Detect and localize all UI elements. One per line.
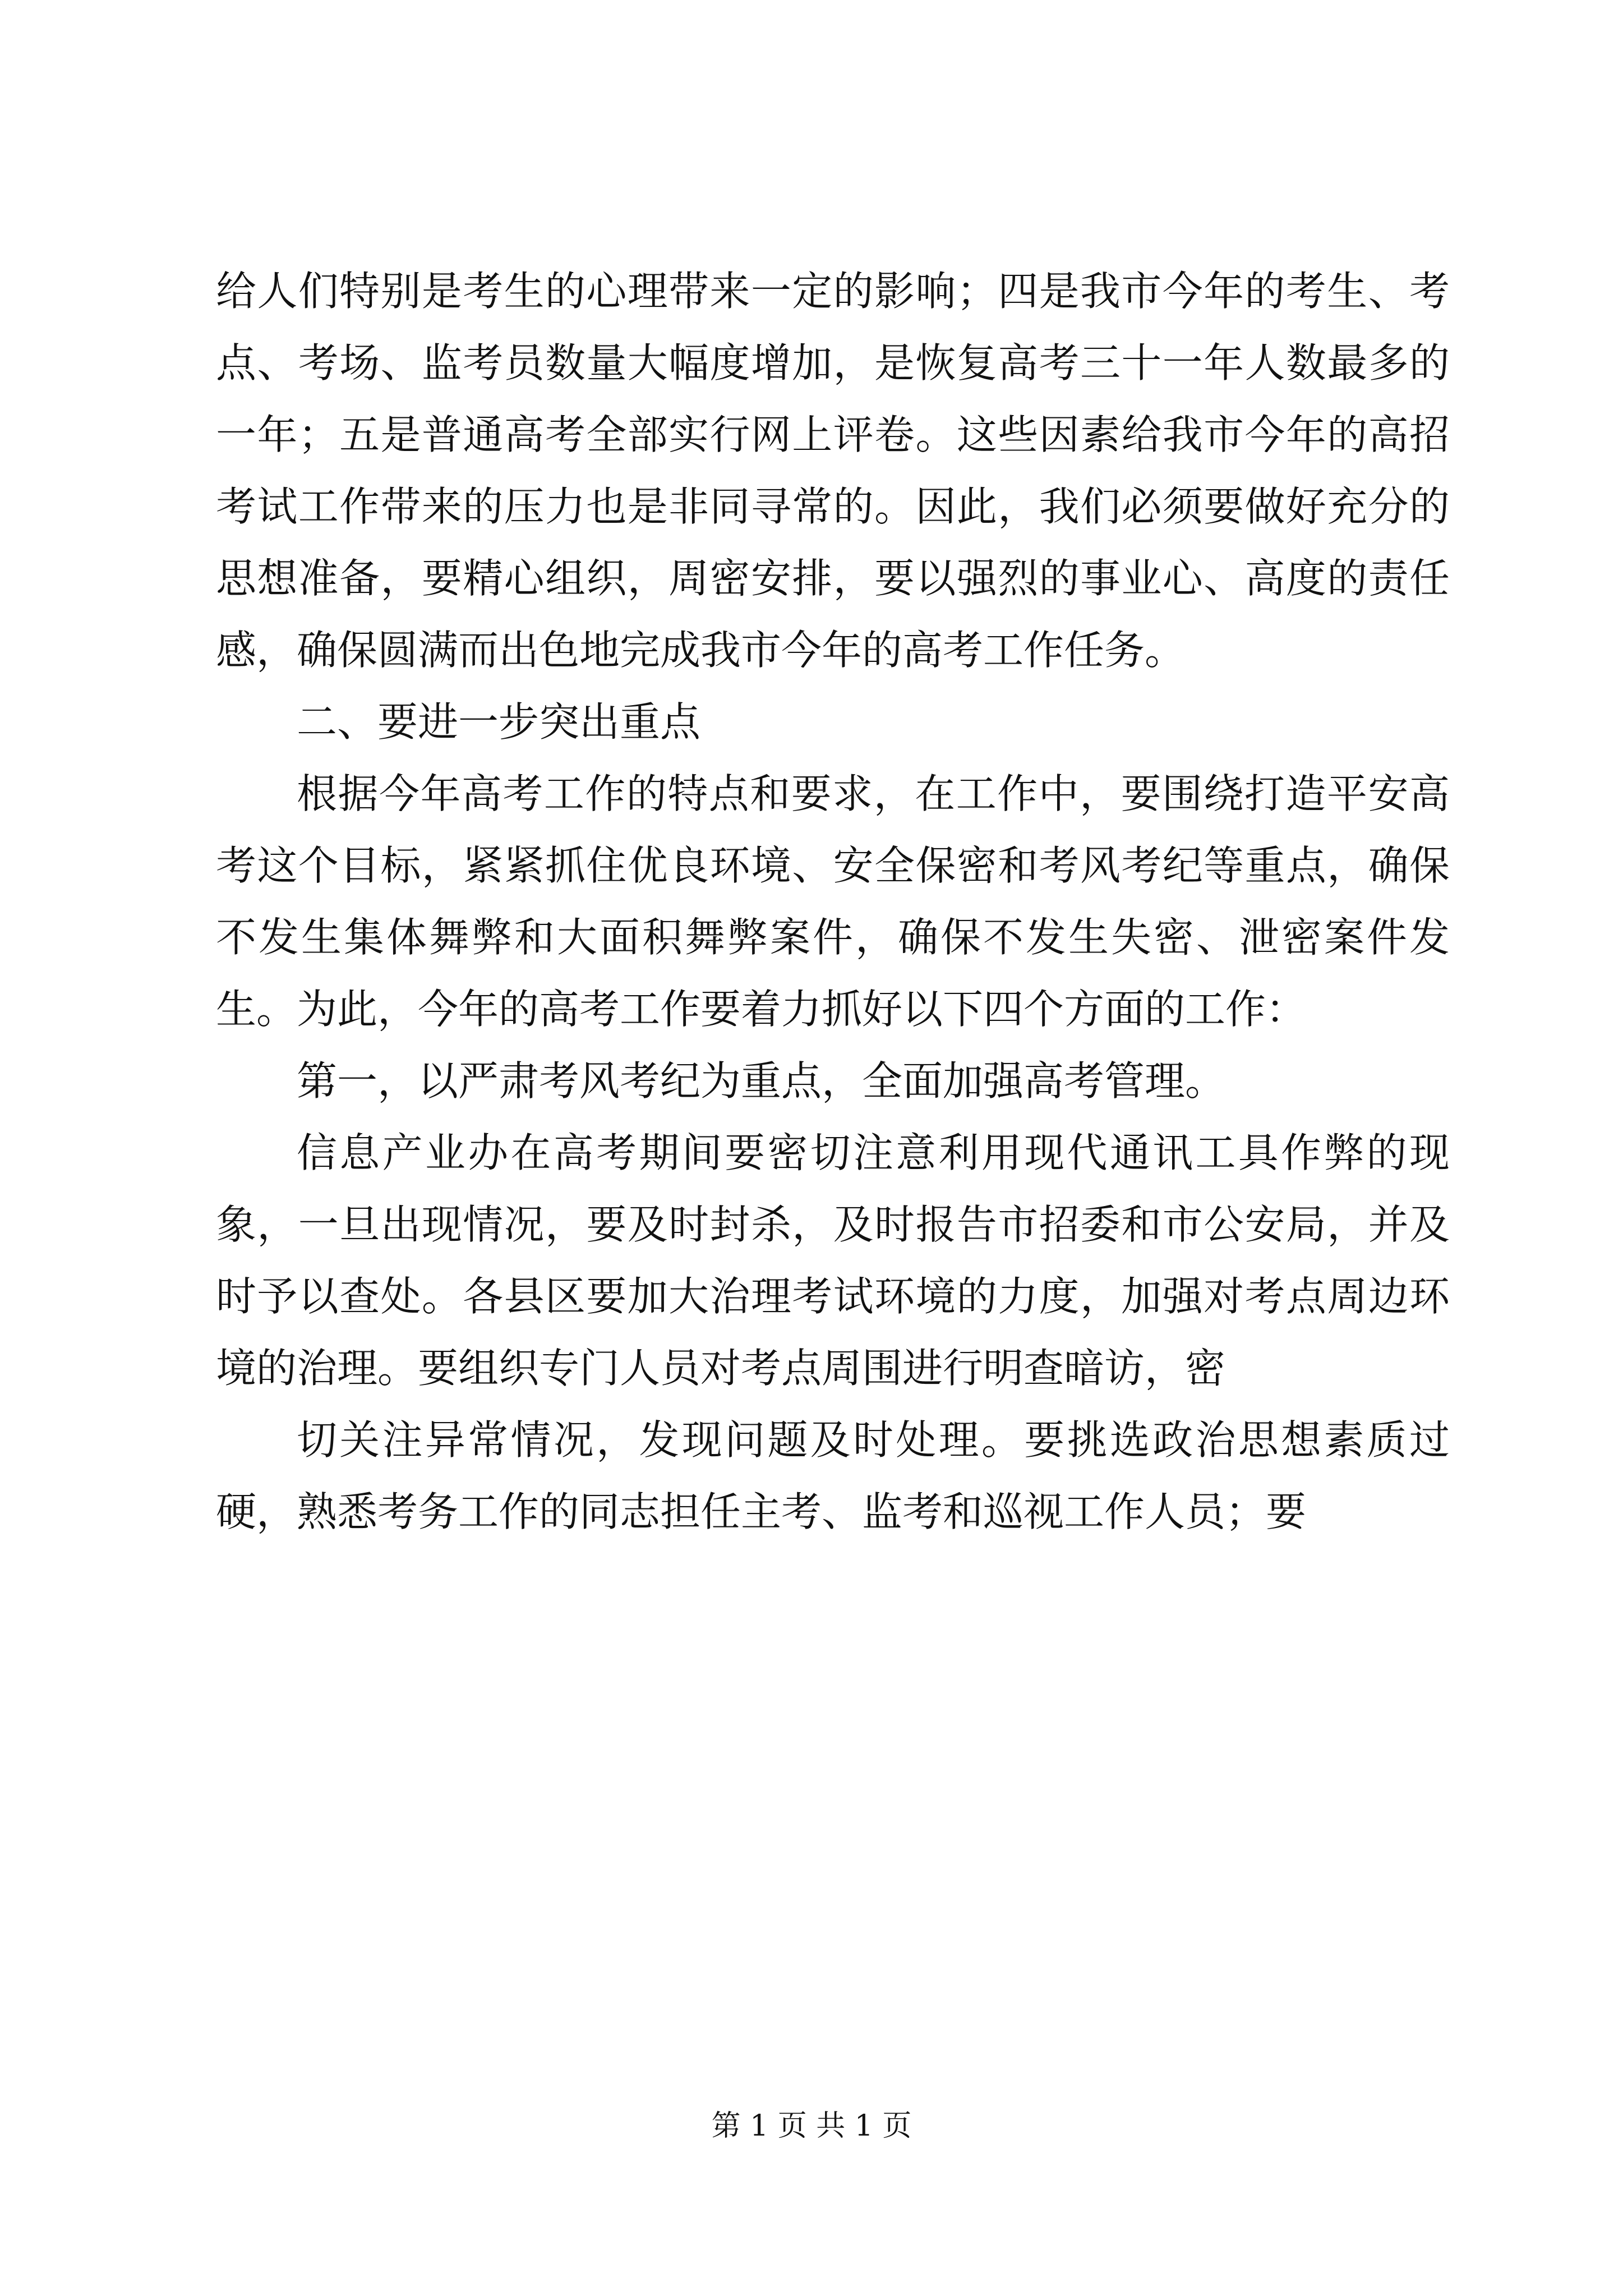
paragraph-5: 信息产业办在高考期间要密切注意利用现代通讯工具作弊的现象，一旦出现情况，要及时封杀，及时报告市招委和市公安局，并及时予以查处。各县区要加大治理考试环境的力度，加强对考点周边环境的治理。要组织专门人员对考点周围进行明查暗访，密 xyxy=(216,1129,1450,1392)
paragraph-6: 切关注异常情况，发现问题及时处理。要挑选政治思想素质过硬，熟悉考务工作的同志担任主考、监考和巡视工作人员；要 xyxy=(216,1416,1450,1535)
section-heading: 二、要进一步突出重点 xyxy=(297,698,701,746)
page-number-label: 第 1 页 共 1 页 xyxy=(711,2109,912,2143)
page-footer xyxy=(0,2106,1623,2146)
document-body xyxy=(216,255,1450,1548)
paragraph-1: 给人们特别是考生的心理带来一定的影响；四是我市今年的考生、考点、考场、监考员数量大幅度增加，是恢复高考三十一年人数最多的一年；五是普通高考全部实行网上评卷。这些因素给我市今年的高招考试工作带来的压力也是非同寻常的。因此，我们必须要做好充分的思想准备，要精心组织，周密安排，要以强烈的事业心、高度的责任感，确保圆满而出色地完成我市今年的高考工作任务。 xyxy=(216,268,1450,674)
subsection-heading: 第一，以严肃考风考纪为重点，全面加强高考管理。 xyxy=(297,1057,1226,1105)
paragraph-3: 根据今年高考工作的特点和要求，在工作中，要围绕打造平安高考这个目标，紧紧抓住优良环境、安全保密和考风考纪等重点，确保不发生集体舞弊和大面积舞弊案件，确保不发生失密、泄密案件发生。为此，今年的高考工作要着力抓好以下四个方面的工作： xyxy=(216,770,1450,1033)
